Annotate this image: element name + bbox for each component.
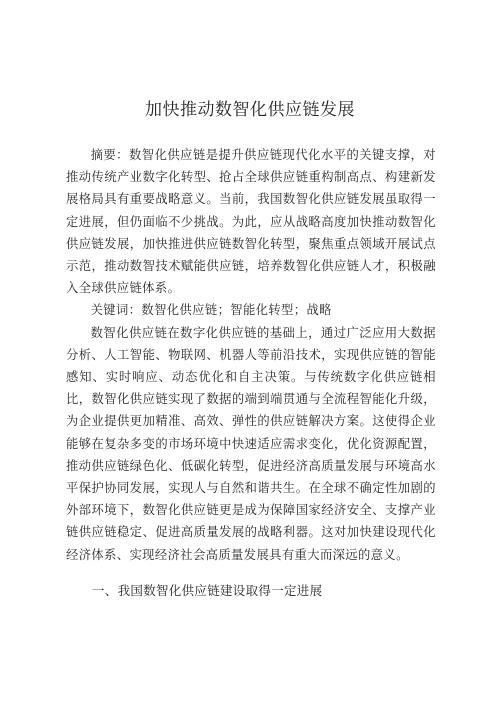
abstract-paragraph: 摘要：数智化供应链是提升供应链现代化水平的关键支撑，对推动传统产业数字化转型、抢占全球供应链重构制高点、构建新发展格局具有重要战略意义。当前，我国数智化供应链发展虽取得一定进展，但仍面临不少挑战。为此，应从战略高度加快推动数智化供应链发展，加快推进供应链数智化转型，聚焦重点领域开展试点示范，推动数智技术赋能供应链，培养数智化供应链人才，积极融入全球供应链体系。 [66, 148, 436, 296]
keywords-paragraph: 关键词：数智化供应链；智能化转型；战略 [90, 303, 332, 318]
intro-paragraph: 数智化供应链在数字化供应链的基础上，通过广泛应用大数据分析、人工智能、物联网、机器人等前沿技术，实现供应链的智能感知、实时响应、动态优化和自主决策。与传统数字化供应链相比，数智化供应链实现了数据的端到端贯通与全流程智能化升级，为企业提供更加精准、高效、弹性的供应链解决方案。这使得企业能够在复杂多变的市场环境中快速适应需求变化，优化资源配置，推动供应链绿色化、低碳化转型，促进经济高质量发展与环境高水平保护协同发展，实现人与自然和谐共生。在全球不确定性加剧的外部环境下，数智化供应链更是成为保障国家经济安全、支撑产业链供应链稳定、促进高质量发展的战略利器。这对加快建设现代化经济体系、实现经济社会高质量发展具有重大而深远的意义。 [66, 325, 436, 562]
page-title: 加快推动数智化供应链发展 [145, 100, 355, 120]
section-heading: 一、我国数智化供应链建设取得一定进展 [92, 583, 323, 598]
document-body [66, 144, 436, 566]
